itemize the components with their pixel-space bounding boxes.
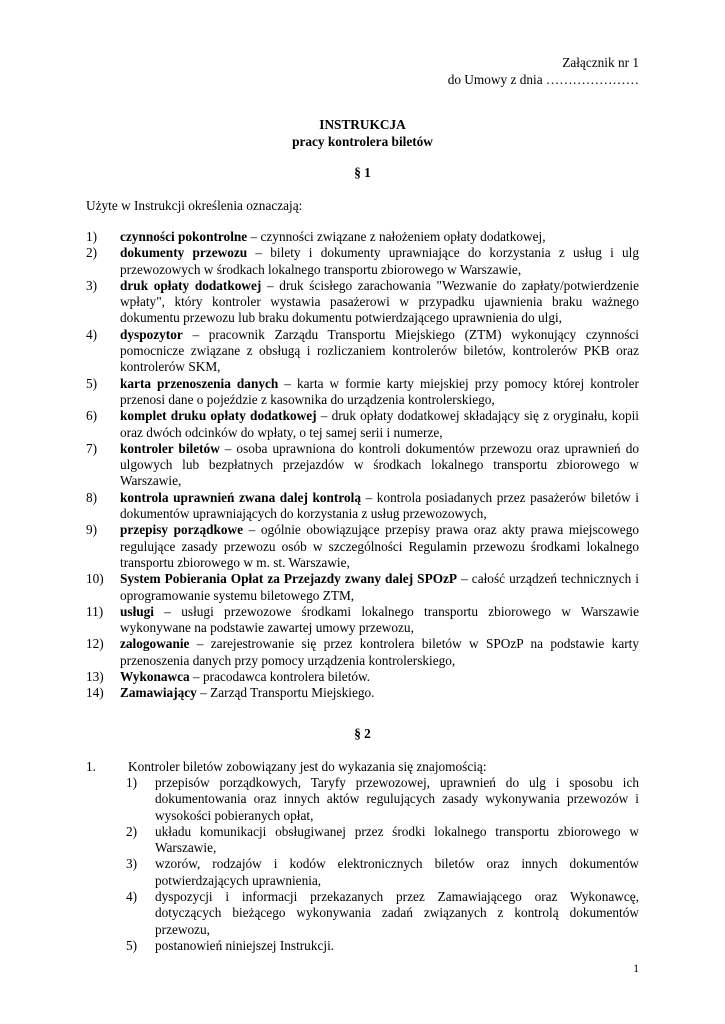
definition-item [86, 685, 639, 701]
paragraph-number: 1. [86, 759, 96, 774]
definition-term: dokumenty przewozu [120, 245, 248, 261]
item-number: 13) [86, 669, 104, 685]
definition-term: karta przenoszenia danych [120, 375, 279, 391]
list-item [126, 824, 639, 857]
list-item [126, 889, 639, 938]
item-number: 2) [86, 245, 98, 261]
item-number: 4) [86, 326, 98, 342]
section-2-heading: § 2 [354, 726, 371, 741]
definition-item [86, 229, 639, 245]
item-text: postanowień niniejszej Instrukcji. [155, 937, 335, 953]
definition-text: – druk ścisłego zarachowania "Wezwanie do zapłaty/potwierdzenie wpłaty", który kontroler wystawia pasażerowi w przypadku ujawnienia braku ważnego dokumentu przewozu lub braku dokumentu potwierdzającego uprawnienia do ulgi, [120, 277, 639, 326]
item-number: 1) [126, 775, 138, 790]
definition-item [86, 327, 639, 376]
item-number: 7) [86, 440, 98, 456]
definition-text: – całość urządzeń technicznych i oprogramowanie systemu biletowego ZTM, [120, 571, 639, 603]
definition-text: – pracodawca kontrolera biletów. [189, 669, 371, 685]
page-number: 1 [633, 963, 639, 975]
item-number: 8) [86, 489, 98, 505]
item-number: 10) [86, 571, 104, 587]
annex-header [448, 55, 639, 88]
list-item [126, 938, 639, 954]
definition-term: kontrola uprawnień zwana dalej kontrolą [120, 489, 361, 505]
definition-text: – karta w formie karty miejskiej przy pomocy której kontroler przenosi dane o pojeździe z kasownika do urządzenia kontrolerskiego, [120, 375, 639, 407]
definition-term: Wykonawca [120, 669, 190, 685]
definition-term: System Pobierania Opłat za Przejazdy zwany dalej SPOzP [120, 571, 458, 587]
document-title [86, 117, 639, 150]
item-text: przepisów porządkowych, Taryfy przewozowej, uprawnień do ulg i sposobu ich dokumentowania oraz innych aktów regulujących zasady wykonywania przewozów i wysokości pobieranych opłat, [155, 775, 639, 823]
definition-text: – ogólnie obowiązujące przepisy prawa oraz akty prawa miejscowego regulujące zasady przewozu osób w szczególności Regulamin przewozu środkami lokalnego transportu zbiorowego w m. st. Warszawie, [120, 522, 639, 570]
definition-text: – Zarząd Transportu Miejskiego. [196, 685, 375, 701]
item-number: 6) [86, 408, 98, 424]
item-number: 14) [86, 685, 104, 701]
item-number: 5) [126, 937, 138, 953]
definition-term: komplet druku opłaty dodatkowej [120, 408, 317, 424]
definition-term: przepisy porządkowe [120, 522, 244, 538]
knowledge-requirements-list [126, 775, 639, 954]
item-number: 3) [86, 277, 98, 293]
paragraph-text: Kontroler biletów zobowiązany jest do wykazania się znajomością: [128, 759, 487, 774]
list-item [126, 856, 639, 889]
definition-text: – druk opłaty dodatkowej składający się z oryginału, kopii oraz dwóch odcinków do wpłaty, o tej samej serii i numerze, [120, 408, 639, 440]
annex-agreement-date: do Umowy z dnia ………………… [447, 71, 639, 87]
item-number: 12) [86, 636, 104, 652]
definition-item [86, 604, 639, 637]
item-text: dyspozycji i informacji przekazanych przez Zamawiającego oraz Wykonawcę, dotyczących bieżącego wykonywania zadań związanych z kontrolą dokumentów przewozu, [155, 889, 639, 937]
definition-item [86, 278, 639, 327]
definition-item [86, 441, 639, 490]
item-text: układu komunikacji obsługiwanej przez środki lokalnego transportu zbiorowego w Warszawie, [155, 823, 639, 856]
title-subtitle: pracy kontrolera biletów [292, 133, 433, 149]
definition-text: – czynności związane z nałożeniem opłaty dodatkowej, [247, 229, 546, 244]
list-item [126, 775, 639, 824]
item-number: 3) [126, 856, 138, 872]
definition-text: – zarejestrowanie się przez kontrolera biletów w SPOzP na podstawie karty przenoszenia danych przy pomocy urządzenia kontrolerskiego, [120, 636, 639, 668]
definition-item [86, 522, 639, 571]
definition-item [86, 636, 639, 669]
definition-text: – bilety i dokumenty uprawniające do korzystania z usług i ulg przewozowych w środkach lokalnego transportu zbiorowego w Warszawie, [120, 245, 639, 277]
title-main: INSTRUKCJA [319, 117, 406, 132]
definition-item [86, 408, 639, 441]
definition-term: czynności pokontrolne [120, 229, 248, 244]
item-number: 1) [86, 229, 98, 244]
definition-term: kontroler biletów [120, 440, 220, 456]
definition-term: Zamawiający [120, 685, 197, 701]
item-text: wzorów, rodzajów i kodów elektronicznych biletów oraz innych dokumentów potwierdzających uprawnienia, [155, 856, 639, 888]
item-number: 4) [126, 889, 138, 905]
annex-number: Załącznik nr 1 [562, 55, 639, 70]
definitions-list [86, 229, 639, 702]
item-number: 2) [126, 823, 138, 839]
item-number: 11) [86, 603, 104, 619]
definition-item [86, 245, 639, 278]
definition-item [86, 376, 639, 409]
definition-term: zalogowanie [120, 636, 190, 652]
definition-text: – kontrola posiadanych przez pasażerów biletów i dokumentów uprawniających do korzystania z usług przewozowych, [120, 489, 639, 522]
definition-text: – osoba uprawniona do kontroli dokumentów przewozu oraz uprawnień do ulgowych lub bezpłatnych przejazdów w środkach lokalnego transportu zbiorowego w Warszawie, [120, 440, 639, 489]
definition-item [86, 490, 639, 523]
item-number: 5) [86, 375, 98, 391]
definition-item [86, 669, 639, 685]
definition-term: druk opłaty dodatkowej [120, 277, 262, 293]
section-1-intro: Użyte w Instrukcji określenia oznaczają: [86, 198, 303, 213]
definition-text: – usługi przewozowe środkami lokalnego transportu zbiorowego w Warszawie wykonywane na podstawie zawartej umowy przewozu, [120, 603, 639, 636]
item-number: 9) [86, 522, 98, 538]
definition-term: usługi [120, 603, 155, 619]
definition-term: dyspozytor [120, 326, 183, 342]
definition-item [86, 571, 639, 604]
section-1-heading: § 1 [354, 165, 371, 180]
definition-text: – pracownik Zarządu Transportu Miejskiego (ZTM) wykonujący czynności pomocnicze związane z obsługą i rozliczaniem kontrolerów biletów, kontrolerów PKB oraz kontrolerów SKM, [120, 326, 639, 375]
